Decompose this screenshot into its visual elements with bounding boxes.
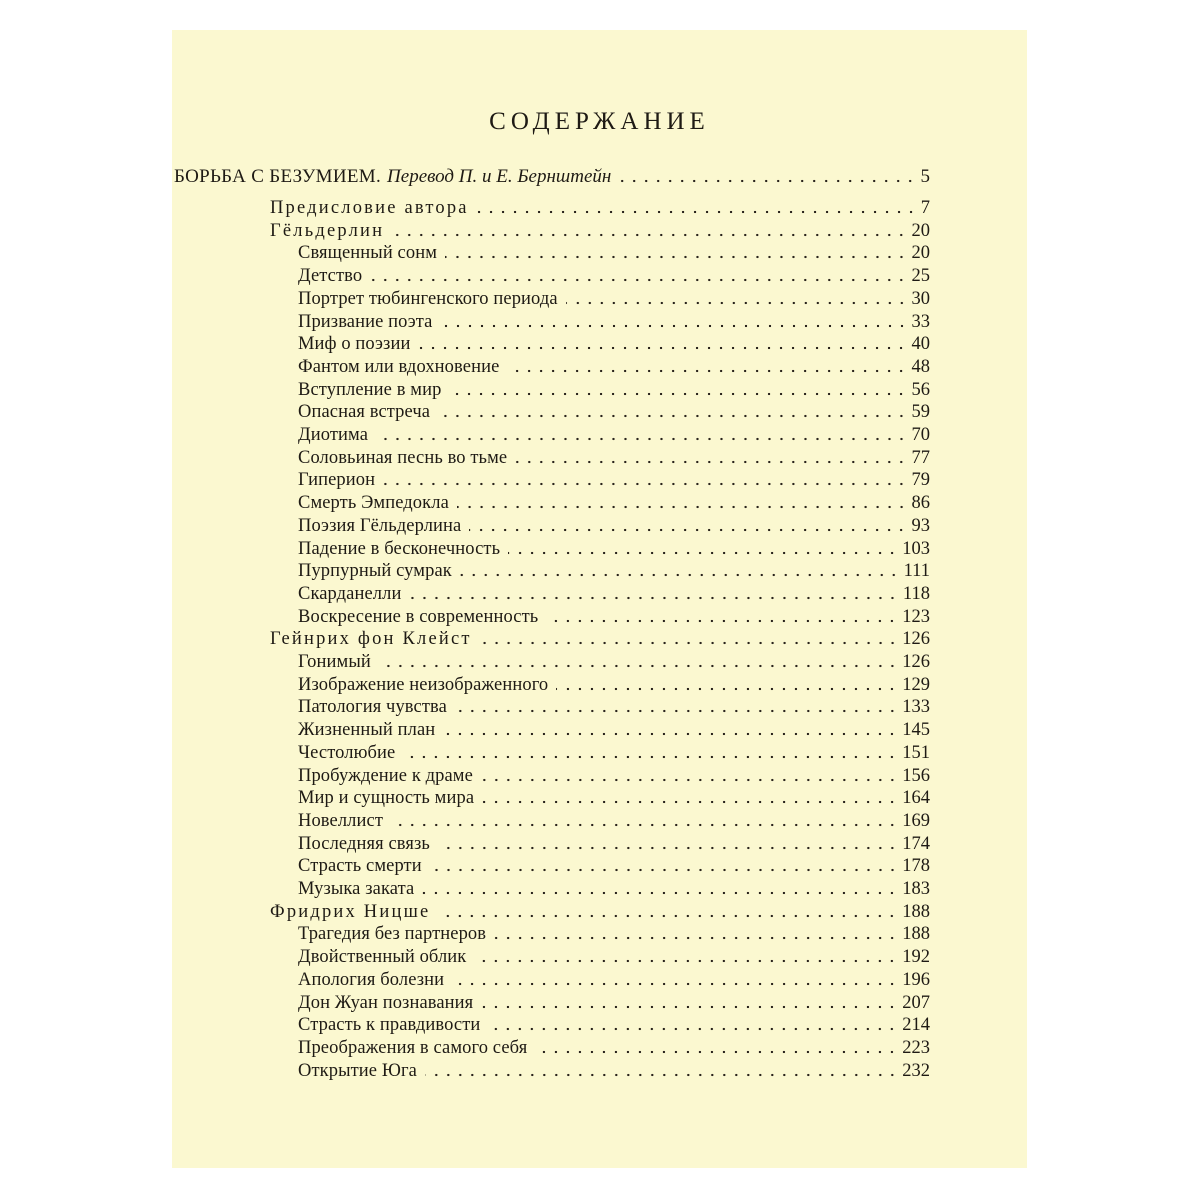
toc-chapter-entry xyxy=(298,946,930,968)
toc-entry-title: Гонимый xyxy=(298,652,371,672)
dot-leader xyxy=(508,551,898,555)
dot-leader xyxy=(452,982,898,986)
dot-leader xyxy=(370,278,907,282)
dot-leader xyxy=(515,460,907,464)
toc-page-number: 188 xyxy=(902,901,930,922)
toc-entry-title: Смерть Эмпедокла xyxy=(298,493,449,514)
toc-part-title-group xyxy=(174,166,611,188)
toc-part-translation: Перевод П. и Е. Бернштейн xyxy=(387,166,612,187)
toc-entry-title: Фантом или вдохновение xyxy=(298,356,500,377)
toc-page-number: 33 xyxy=(911,311,930,332)
toc-chapter-entry xyxy=(298,765,930,787)
toc-section-entry xyxy=(270,197,930,219)
toc-entry-title: Преображения в самого себя xyxy=(298,1037,528,1058)
toc-entry-title: Поэзия Гёльдерлина xyxy=(298,515,462,536)
toc-chapter-entry xyxy=(298,242,930,264)
dot-leader xyxy=(438,846,898,850)
toc-page-number: 178 xyxy=(902,856,930,877)
dot-leader xyxy=(425,1073,898,1077)
toc-page-number: 77 xyxy=(911,447,930,468)
toc-entry-title: Опасная встреча xyxy=(298,402,431,423)
toc-entry-title: Патология чувства xyxy=(298,697,447,718)
toc-chapter-entry xyxy=(298,719,930,741)
dot-leader xyxy=(403,755,898,759)
toc-entry-title: Честолюбие xyxy=(298,742,396,763)
toc-entry-title: Священный сонм xyxy=(298,243,438,264)
toc-entry-title: Двойственный облик xyxy=(298,947,467,968)
toc-chapter-entry xyxy=(298,833,930,855)
dot-leader xyxy=(418,346,907,350)
toc-heading: СОДЕРЖАНИЕ xyxy=(489,108,710,135)
toc-entry-title: Воскресение в современность xyxy=(298,606,539,627)
toc-chapter-entry xyxy=(298,583,930,605)
toc-page-number: 25 xyxy=(911,266,930,287)
toc-section-entry xyxy=(270,220,930,242)
dot-leader xyxy=(619,179,916,183)
dot-leader xyxy=(455,709,898,713)
toc-chapter-entry xyxy=(298,1014,930,1036)
toc-chapter-entry xyxy=(298,674,930,696)
toc-chapter-entry xyxy=(298,333,930,355)
toc-page-number: 126 xyxy=(902,629,930,650)
toc-chapter-entry xyxy=(298,401,930,423)
toc-entry-title: Страсть к правдивости xyxy=(298,1015,481,1036)
toc-chapter-entry xyxy=(298,311,930,333)
toc-entry-title: Гёльдерлин xyxy=(270,220,385,241)
dot-leader xyxy=(391,823,898,827)
toc-entry-title: Соловьиная песнь во тьме xyxy=(298,447,508,468)
toc-chapter-entry xyxy=(298,855,930,877)
toc-page-number: 7 xyxy=(920,198,930,218)
toc-chapter-entry xyxy=(298,492,930,514)
toc-page-number: 183 xyxy=(902,879,930,899)
dot-leader xyxy=(460,573,900,577)
dot-leader xyxy=(438,914,898,918)
toc-page-number: 5 xyxy=(920,166,930,187)
toc-page-number: 86 xyxy=(911,493,930,514)
toc-entry-title: Изображение неизображенного xyxy=(298,674,549,695)
toc-chapter-entry xyxy=(298,992,930,1014)
toc-entry-title: Апология болезни xyxy=(298,969,445,990)
dot-leader xyxy=(443,732,898,736)
toc-page-number: 151 xyxy=(902,742,930,763)
toc-page-number: 156 xyxy=(902,765,930,786)
toc-entry-title: Дон Жуан познавания xyxy=(298,992,474,1013)
toc-chapter-entry xyxy=(298,606,930,628)
toc-entry-title: Пурпурный сумрак xyxy=(298,561,452,582)
dot-leader xyxy=(535,1050,898,1054)
toc-chapter-entry xyxy=(298,424,930,446)
toc-chapter-entry xyxy=(298,356,930,378)
toc-page-number: 169 xyxy=(902,810,930,831)
toc-chapter-entry xyxy=(298,515,930,537)
dot-leader xyxy=(376,437,907,441)
dot-leader xyxy=(379,664,898,668)
toc-chapter-entry xyxy=(298,447,930,469)
toc-page-number: 20 xyxy=(911,220,930,241)
toc-chapter-entry xyxy=(298,469,930,491)
dot-leader xyxy=(566,301,908,305)
toc-page-number: 126 xyxy=(902,652,930,672)
toc-entry-title: Фридрих Ницше xyxy=(270,901,431,922)
toc-page-number: 192 xyxy=(902,947,930,968)
toc-page-number: 111 xyxy=(903,561,930,582)
toc-chapter-entry xyxy=(298,810,930,832)
toc-page-number: 40 xyxy=(911,334,930,355)
toc-page-number: 145 xyxy=(902,720,930,741)
toc-page-number: 118 xyxy=(902,583,930,604)
table-of-contents xyxy=(172,30,1027,1168)
dot-leader xyxy=(494,936,898,940)
toc-page-number: 133 xyxy=(902,697,930,718)
dot-leader xyxy=(546,619,898,623)
dot-leader xyxy=(457,505,908,509)
toc-chapter-entry xyxy=(298,288,930,310)
toc-part-title: БОРЬБА С БЕЗУМИЕМ. xyxy=(174,166,382,187)
dot-leader xyxy=(430,868,899,872)
toc-page-number: 79 xyxy=(911,470,930,491)
dot-leader xyxy=(422,891,898,895)
dot-leader xyxy=(474,959,898,963)
toc-chapter-entry xyxy=(298,560,930,582)
dot-leader xyxy=(488,1027,898,1031)
toc-entry-title: Призвание поэта xyxy=(298,311,433,332)
toc-chapter-entry xyxy=(298,969,930,991)
toc-chapter-entry xyxy=(298,265,930,287)
toc-page-number: 232 xyxy=(902,1060,930,1081)
dot-leader xyxy=(441,324,908,328)
toc-page-number: 56 xyxy=(911,379,930,400)
toc-entry-title: Открытие Юга xyxy=(298,1060,417,1081)
dot-leader xyxy=(469,528,907,532)
dot-leader xyxy=(482,800,898,804)
toc-chapter-entry xyxy=(298,878,930,900)
dot-leader xyxy=(445,255,907,259)
toc-entry-title: Предисловие автора xyxy=(270,198,469,218)
toc-entry-title: Страсть смерти xyxy=(298,856,422,877)
toc-page-number: 207 xyxy=(902,992,930,1013)
toc-page-number: 93 xyxy=(911,515,930,536)
toc-page-number: 214 xyxy=(902,1015,930,1036)
toc-entry-title: Детство xyxy=(298,266,363,287)
toc-chapter-entry xyxy=(298,742,930,764)
toc-entry-title: Мир и сущность мира xyxy=(298,788,475,809)
toc-section-entry xyxy=(270,628,930,650)
toc-page-number: 129 xyxy=(902,674,930,695)
toc-page-number: 174 xyxy=(902,833,930,854)
dot-leader xyxy=(392,233,907,237)
toc-page-number: 196 xyxy=(902,969,930,990)
toc-page-number: 223 xyxy=(902,1037,930,1058)
toc-entry-title: Падение в бесконечность xyxy=(298,538,501,559)
toc-chapter-entry xyxy=(298,538,930,560)
dot-leader xyxy=(477,210,917,214)
toc-chapter-entry xyxy=(298,379,930,401)
toc-entry-title: Вступление в мир xyxy=(298,379,442,400)
dot-leader xyxy=(480,641,899,645)
toc-entry-title: Портрет тюбингенского периода xyxy=(298,288,558,309)
book-page xyxy=(172,30,1027,1168)
toc-entry-title: Новеллист xyxy=(298,810,384,831)
dot-leader xyxy=(481,778,898,782)
toc-entry-title: Гейнрих фон Клейст xyxy=(270,629,472,650)
dot-leader xyxy=(556,687,898,691)
toc-entry-title: Скарданелли xyxy=(298,583,402,604)
toc-entry-title: Жизненный план xyxy=(298,720,436,741)
dot-leader xyxy=(481,1005,898,1009)
toc-page-number: 123 xyxy=(902,606,930,627)
toc-entry-title: Пробуждение к драме xyxy=(298,765,473,786)
toc-chapter-entry xyxy=(298,696,930,718)
dot-leader xyxy=(507,369,907,373)
toc-entry-title: Музыка заката xyxy=(298,879,415,899)
toc-entry-title: Трагедия без партнеров xyxy=(298,924,487,945)
toc-chapter-entry xyxy=(298,787,930,809)
toc-page-number: 30 xyxy=(911,288,930,309)
dot-leader xyxy=(449,392,907,396)
toc-entry-title: Диотима xyxy=(298,425,369,445)
toc-page-number: 48 xyxy=(911,356,930,377)
toc-page-number: 20 xyxy=(911,243,930,264)
toc-page-number: 164 xyxy=(902,788,930,809)
toc-page-number: 70 xyxy=(911,425,930,445)
toc-page-number: 103 xyxy=(902,538,930,559)
toc-entry-title: Последняя связь xyxy=(298,833,430,854)
toc-part-entry xyxy=(174,166,930,188)
toc-chapter-entry xyxy=(298,1037,930,1059)
toc-chapter-entry xyxy=(298,1060,930,1082)
dot-leader xyxy=(409,596,898,600)
toc-entry-title: Миф о поэзии xyxy=(298,334,411,355)
toc-entry-title: Гиперион xyxy=(298,470,376,491)
toc-section-entry xyxy=(270,901,930,923)
toc-page-number: 59 xyxy=(911,402,930,423)
toc-page-number: 188 xyxy=(902,924,930,945)
dot-leader xyxy=(383,482,907,486)
dot-leader xyxy=(438,414,907,418)
toc-chapter-entry xyxy=(298,923,930,945)
toc-chapter-entry xyxy=(298,651,930,673)
